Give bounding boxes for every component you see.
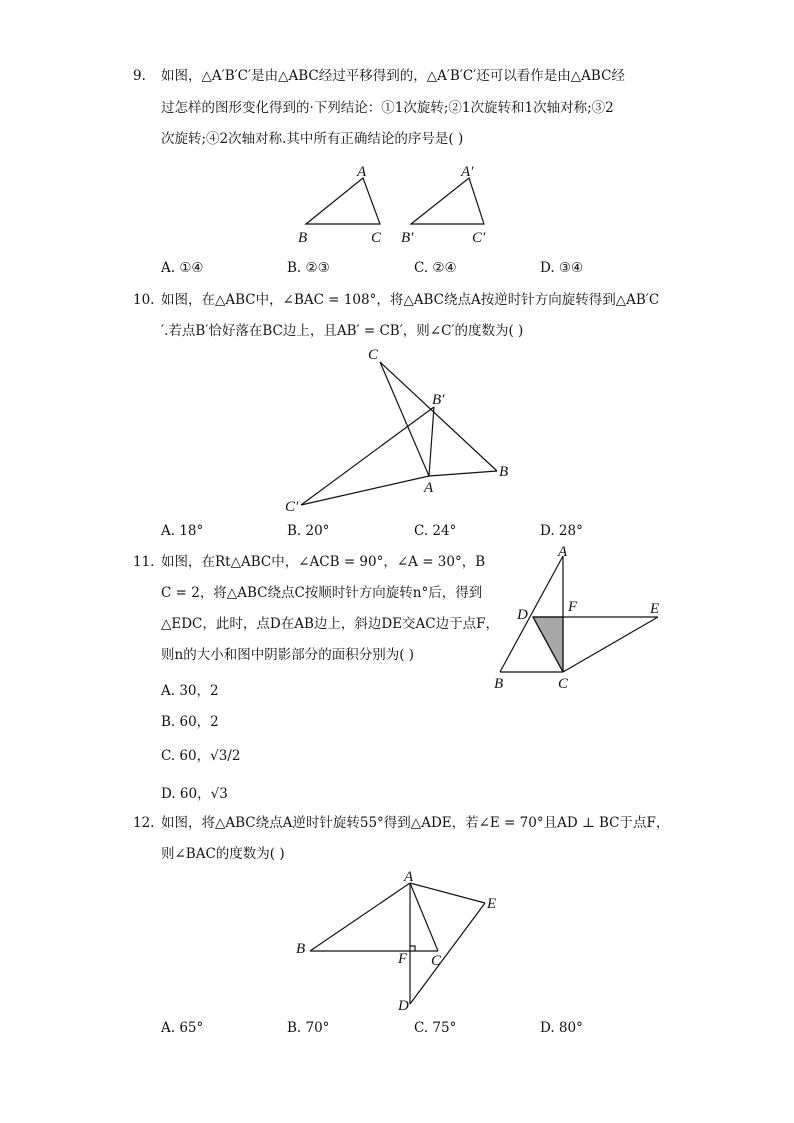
option-d[interactable]: D. ③④: [540, 260, 584, 276]
question-text-line: C = 2，将△ABC绕点C按顺时针方向旋转n°后，得到: [161, 585, 483, 601]
label-d: D: [517, 607, 528, 623]
question-text-line: 次旋转;④2次轴对称.其中所有正确结论的序号是( ): [161, 131, 464, 147]
question-text-line: 如图，将△ABC绕点A逆时针旋转55°得到△ADE，若∠E = 70°且AD ⊥ BC于点F，: [161, 815, 670, 831]
q9-figure: [290, 158, 500, 250]
question-text-line: △EDC，此时，点D在AB边上，斜边DE交AC边于点F，: [161, 616, 500, 632]
option-c[interactable]: C. 75°: [414, 1020, 457, 1036]
label-c-prime: C′: [472, 230, 486, 246]
label-a: A: [558, 544, 568, 560]
label-c-prime: C′: [285, 499, 299, 515]
label-d: D: [398, 998, 409, 1014]
option-c[interactable]: C. 60，√3/2: [161, 748, 241, 764]
label-b-prime: B′: [432, 392, 445, 408]
label-f: F: [398, 951, 408, 967]
label-c: C: [371, 230, 382, 246]
option-d[interactable]: D. 28°: [540, 523, 583, 539]
right-angle-mark: [410, 946, 415, 951]
option-c[interactable]: C. 24°: [414, 523, 457, 539]
question-text-line: 则∠BAC的度数为( ): [161, 846, 285, 862]
label-b: B: [494, 676, 504, 692]
option-a[interactable]: A. 18°: [161, 523, 204, 539]
q10-figure: [280, 345, 520, 517]
label-b-prime: B′: [401, 230, 414, 246]
option-a[interactable]: A. 30，2: [161, 683, 219, 699]
label-e: E: [487, 896, 497, 912]
question-number: 9.: [133, 68, 146, 84]
triangle-abc: [306, 178, 380, 224]
question-number: 12.: [133, 815, 155, 831]
question-number: 10.: [133, 292, 155, 308]
label-e: E: [650, 601, 660, 617]
label-b: B: [298, 230, 308, 246]
question-text-line: 如图，在Rt△ABC中，∠ACB = 90°，∠A = 30°，B: [161, 554, 486, 570]
label-a: A: [357, 164, 367, 180]
option-c[interactable]: C. ②④: [414, 260, 457, 276]
question-text-line: 如图，△A′B′C′是由△ABC经过平移得到的，△A′B′C′还可以看作是由△ABC经: [161, 68, 625, 84]
label-b: B: [499, 464, 509, 480]
q11-figure: [488, 543, 668, 693]
option-a[interactable]: A. 65°: [161, 1020, 204, 1036]
option-d[interactable]: D. 80°: [540, 1020, 583, 1036]
label-f: F: [568, 599, 578, 615]
label-a: A: [424, 480, 434, 496]
question-number: 11.: [133, 554, 155, 570]
label-a: A: [404, 869, 414, 885]
option-a[interactable]: A. ①④: [161, 260, 204, 276]
label-c: C: [431, 953, 442, 969]
option-b[interactable]: B. 60，2: [161, 714, 219, 730]
option-d[interactable]: D. 60，√3: [161, 786, 228, 802]
label-b: B: [296, 941, 306, 957]
option-b[interactable]: B. 20°: [287, 523, 330, 539]
label-c: C: [368, 347, 379, 363]
question-text-line: 过怎样的图形变化得到的·下列结论：①1次旋转;②1次旋转和1次轴对称;③2: [161, 100, 614, 116]
label-c: C: [558, 676, 569, 692]
label-a-prime: A′: [461, 164, 474, 180]
question-text-line: ′.若点B′恰好落在BC边上，且AB′ = CB′，则∠C′的度数为( ): [161, 323, 524, 339]
option-b[interactable]: B. 70°: [287, 1020, 330, 1036]
option-b[interactable]: B. ②③: [287, 260, 330, 276]
question-text-line: 则n的大小和图中阴影部分的面积分别为( ): [161, 647, 415, 663]
q12-figure: [290, 866, 510, 1016]
triangle-a2b2c2: [411, 178, 484, 224]
question-text-line: 如图，在△ABC中，∠BAC = 108°，将△ABC绕点A按逆时针方向旋转得到△AB′C: [161, 292, 660, 308]
